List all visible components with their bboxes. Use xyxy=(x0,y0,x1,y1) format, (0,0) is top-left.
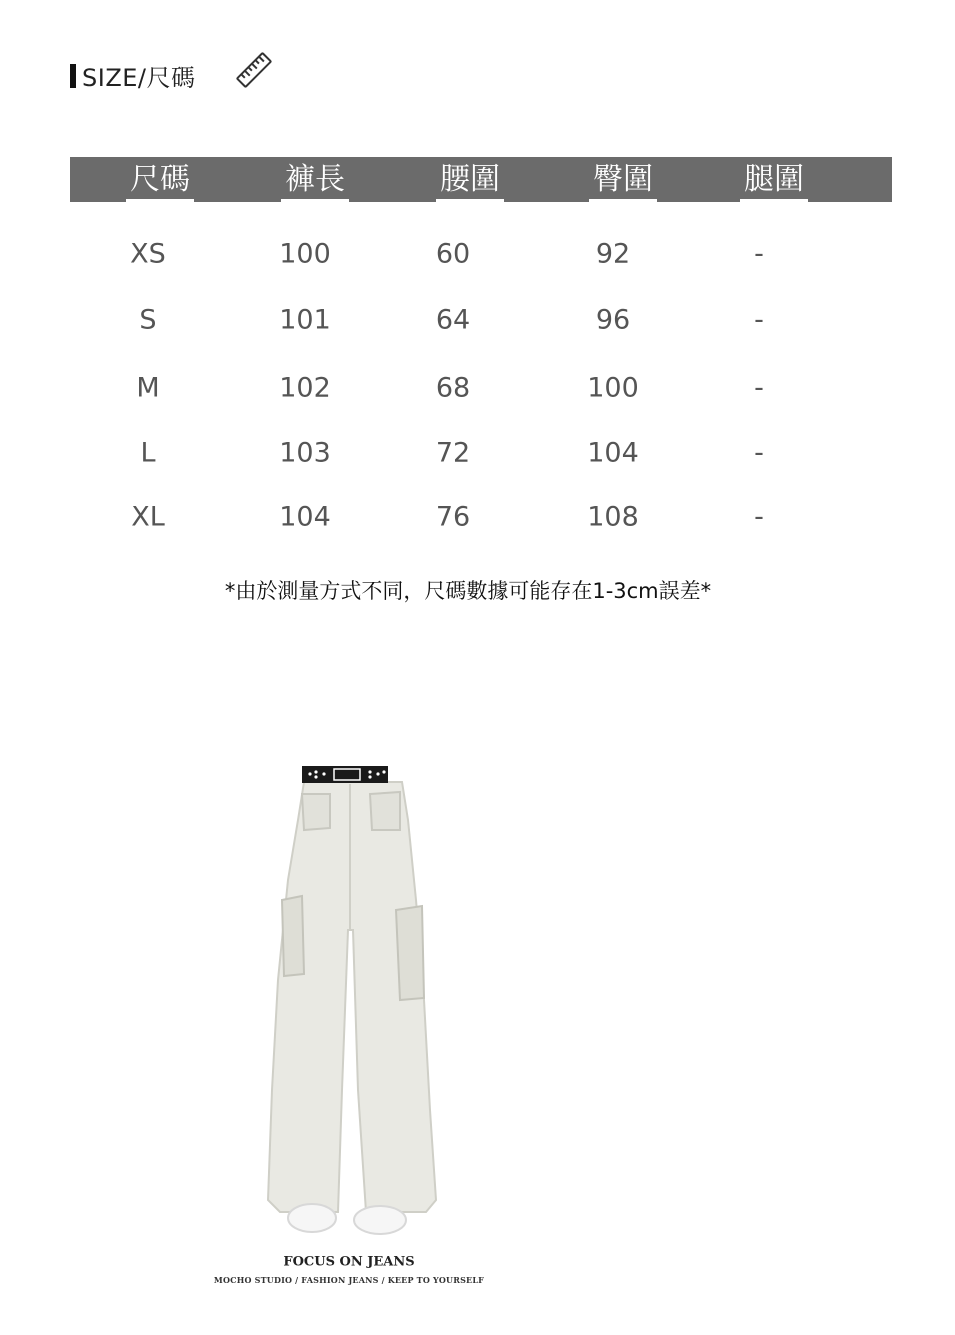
table-cell: 104 xyxy=(587,437,639,469)
heading-label: SIZE/尺碼 xyxy=(82,64,196,92)
product-caption-title: FOCUS ON JEANS xyxy=(283,1254,415,1270)
table-cell: XL xyxy=(131,501,165,533)
table-cell: 76 xyxy=(435,501,471,533)
table-cell: - xyxy=(754,501,764,533)
table-cell: 64 xyxy=(435,304,471,336)
table-cell: 101 xyxy=(279,304,331,336)
table-cell: - xyxy=(754,437,764,469)
table-cell: - xyxy=(754,304,764,336)
table-cell: 68 xyxy=(435,372,471,404)
table-cell: L xyxy=(140,437,156,469)
product-image xyxy=(258,760,448,1250)
measurement-note: *由於測量方式不同，尺碼數據可能存在1-3cm誤差* xyxy=(224,579,712,603)
table-cell: - xyxy=(754,372,764,404)
size-table-header xyxy=(70,157,892,202)
heading-accent-bar xyxy=(70,64,76,88)
table-cell: 104 xyxy=(279,501,331,533)
table-cell: 72 xyxy=(435,437,471,469)
header-thigh: 腿圍 xyxy=(740,157,808,202)
table-cell: 103 xyxy=(279,437,331,469)
table-cell: 100 xyxy=(279,238,331,270)
table-cell: S xyxy=(139,304,157,336)
table-cell: - xyxy=(754,238,764,270)
header-size: 尺碼 xyxy=(126,157,194,202)
table-cell: 100 xyxy=(587,372,639,404)
ruler-icon xyxy=(234,50,274,90)
size-heading xyxy=(70,58,196,93)
header-waist: 腰圍 xyxy=(436,157,504,202)
table-cell: 60 xyxy=(435,238,471,270)
header-length: 褲長 xyxy=(281,157,349,202)
table-cell: XS xyxy=(130,238,166,270)
header-hip: 臀圍 xyxy=(589,157,657,202)
table-cell: 102 xyxy=(279,372,331,404)
table-cell: 96 xyxy=(595,304,631,336)
table-cell: 108 xyxy=(587,501,639,533)
table-cell: M xyxy=(136,372,160,404)
product-caption-subtitle: MOCHO STUDIO / FASHION JEANS / KEEP TO YOURSELF xyxy=(213,1275,485,1285)
table-cell: 92 xyxy=(595,238,631,270)
